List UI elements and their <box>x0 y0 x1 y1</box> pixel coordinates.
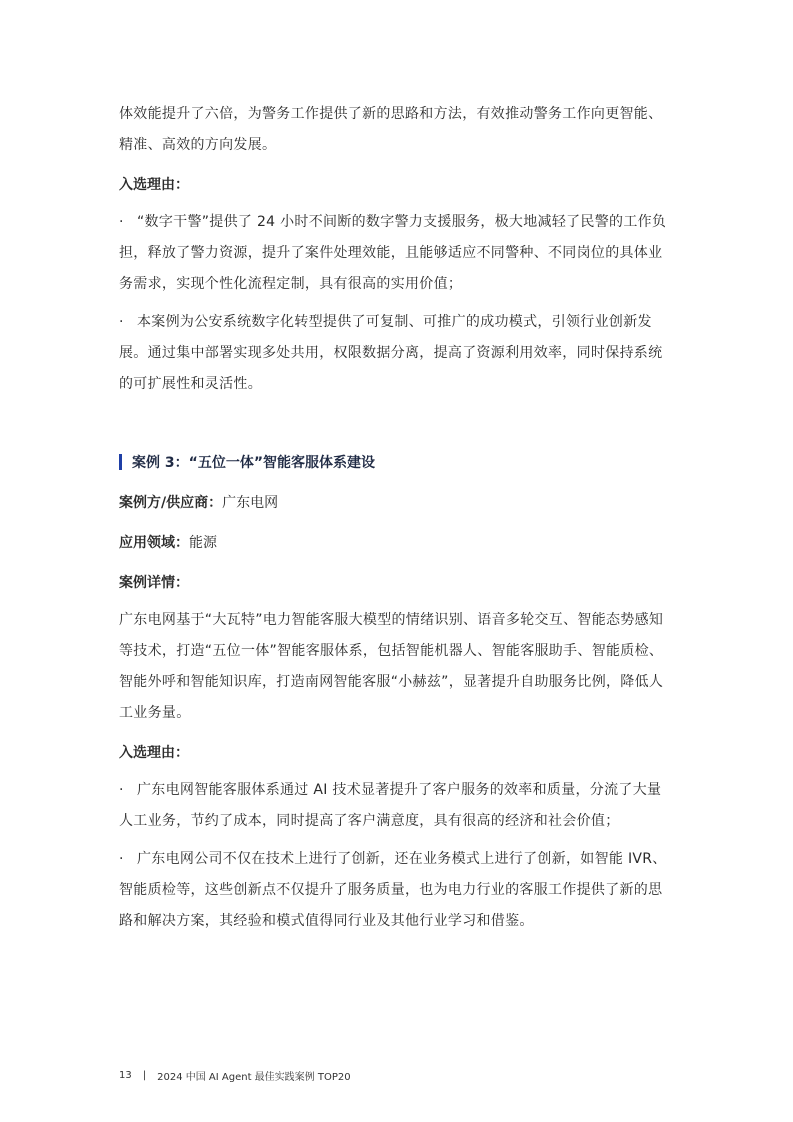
reason-label-2: 入选理由： <box>119 745 189 761</box>
reason-2-item-2 <box>119 844 671 937</box>
reason-text: 广东电网智能客服体系通过 AI 技术显著提升了客户服务的效率和质量，分流了大量人工业务，节约了成本，同时提高了客户满意度，具有很高的经济和社会价值； <box>119 782 662 829</box>
provider-line <box>119 492 278 514</box>
bullet-icon: · <box>119 314 124 330</box>
page-number: 13 <box>119 1070 132 1081</box>
footer-doc-title: 2024 中国 AI Agent 最佳实践案例 TOP20 <box>157 1072 351 1083</box>
section-heading <box>119 452 375 472</box>
reason-1-item-1 <box>119 207 671 300</box>
domain-value: 能源 <box>189 535 217 551</box>
provider-label: 案例方/供应商： <box>119 495 223 511</box>
domain-label: 应用领域： <box>119 535 189 551</box>
section-accent-bar <box>119 454 122 470</box>
provider-value: 广东电网 <box>222 495 279 511</box>
details-paragraph: 广东电网基于“大瓦特”电力智能客服大模型的情绪识别、语音多轮交互、智能态势感知等技术，打造“五位一体”智能客服体系，包括智能机器人、智能客服助手、智能质检、智能外呼和智能知识库，打造南网智能客服“小赫兹”，显著提升自助服务比例，降低人工业务量。 <box>119 612 664 721</box>
details-label: 案例详情： <box>119 575 189 591</box>
reason-text: 广东电网公司不仅在技术上进行了创新，还在业务模式上进行了创新，如智能 IVR、智能质检等，这些创新点不仅提升了服务质量，也为电力行业的客服工作提供了新的思路和解决方案，其经验和模式值得同行业及其他行业学习和借鉴。 <box>119 851 667 929</box>
intro-paragraph: 体效能提升了六倍，为警务工作提供了新的思路和方法，有效推动警务工作向更智能、精准、高效的方向发展。 <box>119 106 663 153</box>
bullet-icon: · <box>119 214 124 230</box>
reason-text: “数字干警”提供了 24 小时不间断的数字警力支援服务，极大地减轻了民警的工作负担，释放了警力资源，提升了案件处理效能，且能够适应不同警种、不同岗位的具体业务需求，实现个性化流程定制，具有很高的实用价值； <box>119 214 667 292</box>
reason-2-item-1 <box>119 775 671 837</box>
reason-label-1: 入选理由： <box>119 177 189 193</box>
reason-text: 本案例为公安系统数字化转型提供了可复制、可推广的成功模式，引领行业创新发展。通过集中部署实现多处共用，权限数据分离，提高了资源利用效率，同时保持系统的可扩展性和灵活性。 <box>119 314 663 392</box>
reason-1-item-2 <box>119 307 671 400</box>
domain-line <box>119 532 217 554</box>
bullet-icon: · <box>119 851 124 867</box>
bullet-icon: · <box>119 782 124 798</box>
footer-separator: | <box>142 1070 147 1081</box>
page-footer <box>119 1068 351 1083</box>
section-title: 案例 3：“五位一体”智能客服体系建设 <box>132 455 376 471</box>
